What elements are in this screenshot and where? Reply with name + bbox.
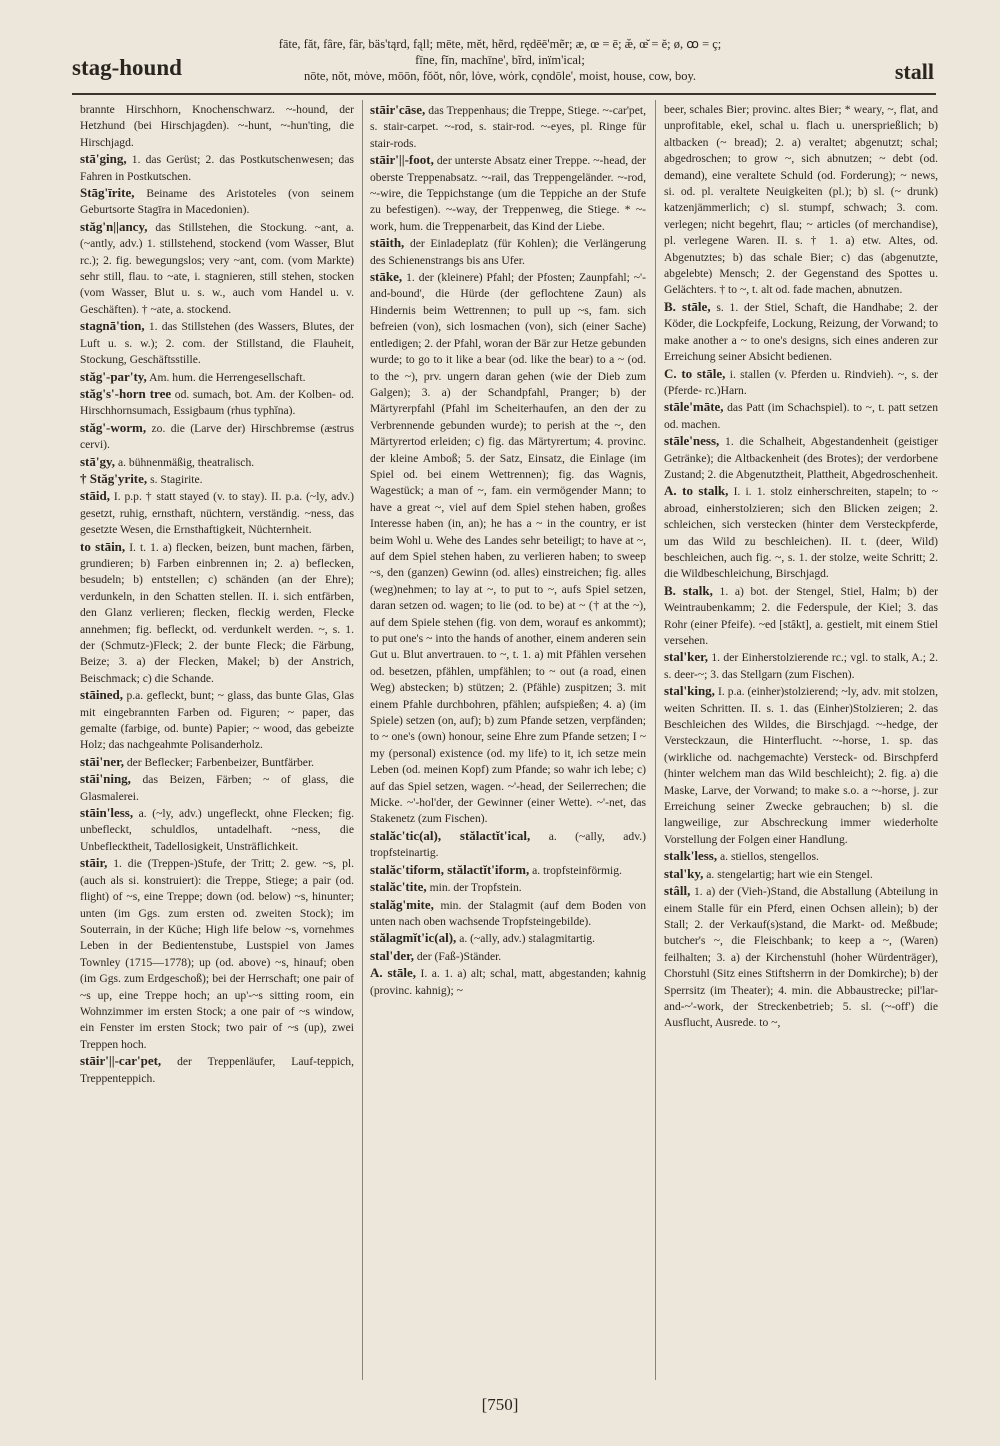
pronunciation-key-line: nōte, nŏt, mȯve, mōōn, fŏŏt, nôr, lȯve, wȯrk, cǫndōle', moist, house, cow, boy. — [303, 69, 697, 83]
entry-definition: a. stengelartig; hart wie ein Stengel. — [706, 867, 873, 881]
entry-headword: stalăc'tite, — [370, 879, 427, 895]
dictionary-entry — [80, 471, 354, 488]
dictionary-entry — [370, 948, 646, 965]
pronunciation-key-line: fāte, făt, fâre, fär, bäs'tąrd, fąll; mēte, mĕt, hẽrd, rędēē'mẽr; æ, œ = ē; æ̆, œ̆ = ĕ; ø, ꝏ = ç; — [278, 37, 722, 51]
entry-headword: stāir, — [80, 855, 108, 871]
dictionary-entry — [370, 152, 646, 235]
entry-definition: I. a. 1. a) alt; schal, matt, abgestanden; kahnig (provinc. kahnig); ~ — [370, 967, 646, 997]
header-rule — [72, 93, 936, 95]
entry-definition: od. sumach, bot. Am. der Kolben- od. Hirschhornsumach, Essigbaum (rhus typhĭna). — [80, 387, 354, 418]
entry-definition: a. tropfsteinförmig. — [532, 863, 622, 877]
entry-definition: 1. die (Treppen-)Stufe, der Tritt; 2. gew. ~s, pl. (auch als si. konstruiert): die Treppe, Stiege; a pair (od. flight) of ~s, eine Treppe; down (od. below) ~s, hinunter; unten (im Ggs. zum ersten od. zweiten Stock); im Souterrain, in der Küche; High life below ~s, vornehmes Leben in der Bedientenstube, Lustspiel von James Townley (1715—1778); up (od. above) ~s, hinauf; oben (im Ggs. zum Erdgeschoß); bei der Herrschaft; one pair of ~s up, eine Treppe hoch; an up'-~s sitting room, ein Wohnzimmer im ersten Stock; a one pair of ~s window, ein Fenster im ersten Stock; two pair of ~s (up), zwei Treppen hoch. — [80, 857, 354, 1051]
entry-definition: I. p.p. † statt stayed (v. to stay). II. p.a. (~ly, adv.) gesetzt, ruhig, ernsthaft, nüchtern, verständig. ~ness, das gesetzte Wesen, die Ernsthaftigkeit, Nüchternheit. — [80, 490, 354, 537]
entry-headword: stāid, — [80, 488, 110, 504]
entry-headword: C. to stāle, — [664, 365, 726, 381]
entry-definition: a. (~ly, adv.) ungefleckt, ohne Flecken; fig. unbefleckt, schuldlos, untadelhaft. ~ness, die Unbeflecktheit, Tadellosigkeit, Unsträflichkeit. — [80, 807, 354, 853]
entry-definition: der Treppenläufer, Lauf-teppich, Treppenteppich. — [80, 1055, 354, 1085]
dictionary-entry — [80, 488, 354, 538]
dictionary-entry — [80, 539, 354, 688]
dictionary-entry — [80, 855, 354, 1053]
entry-headword: stal'ky, — [664, 865, 704, 881]
entry-headword: A. stāle, — [370, 965, 416, 981]
entry-definition: a. stiellos, stengellos. — [720, 850, 819, 864]
entry-headword: stalăc'tic(al), stălactĭt'ical, — [370, 827, 531, 843]
column-divider — [655, 100, 656, 1380]
entry-definition: min. der Stalagmit (auf dem Boden von unten nach oben wachsende Tropfsteingebilde). — [370, 898, 646, 928]
entry-headword: stâll, — [664, 883, 691, 899]
entry-definition: das Beizen, Färben; ~ of glass, die Glasmalerei. — [80, 773, 354, 803]
entry-definition: I. p.a. (einher)stolzierend; ~ly, adv. mit stolzen, weiten Schritten. II. s. 1. das (Einher)Stolzieren; 2. das Beschleichen des Wildes, die Birschjagd. ~-hedge, der Versteckzaun, die Hinterflucht. ~-horse, 1. sp. das (wirkliche od. nachgemachte) Versteck- od. Birschpferd (hinter welchem man das Wild beschleicht); 2. fig. a) die Maske, Larve, der Vorwand; to make s.o. a ~-horse, j. zur Erreichung seiner Zwecke gebrauchen; b) sl. die langweilige, zur Abschreckung immer wiederholte Vorstellung der Folgen einer Handlung. — [664, 685, 938, 846]
dictionary-entry — [80, 805, 354, 855]
dictionary-entry — [80, 102, 354, 151]
entry-definition: das Patt (im Schachspiel). to ~, t. patt setzen od. machen. — [664, 401, 938, 431]
dictionary-entry — [80, 386, 354, 420]
entry-headword: stagnā'tion, — [80, 318, 145, 334]
entry-definition: 1. a) der (Vieh-)Stand, die Abstallung (Abteilung in einem Stalle für ein Pferd, einen Ochsen allein); b) der Stall; 2. der Verkauf(s)stand, die Markt- od. Meßbude; butcher's ~, die Fleischbank; to keep a ~, (Waren) feilhalten; 3. a) der Kirchenstuhl (hoher Würdenträger), Chorstuhl (Sitz eines Stiftsherrn in der Domkirche); b) der Sperrsitz (im Theater); 4. min. die Abbaustrecke; pil'lar-and-~'-work, der Streckenbetrieb; 5. sl. (~-off') die Ausflucht, Ausrede. to ~, — [664, 885, 938, 1030]
dictionary-entry — [370, 897, 646, 931]
dictionary-entry — [664, 649, 938, 683]
dictionary-entry — [80, 318, 354, 368]
entry-definition: min. der Tropfstein. — [429, 881, 522, 895]
pronunciation-key — [205, 36, 795, 84]
entry-definition: das Stillstehen, die Stockung. ~ant, a. (~antly, adv.) 1. stillstehend, stockend (vom Wasser, Blut rc.); 2. fig. bewegungslos; very ~ant, com. (vom Markte) sehr still, flau. to ~ate, i. stagnieren, still stehen, stocken (vom Wasser, Blut u. s. w., auch vom Handel u. v. Geschäften). † ~ate, a. stockend. — [80, 220, 354, 316]
entry-definition: Beiname des Aristoteles (von seinem Geburtsorte Stagīra in Macedonien). — [80, 187, 354, 217]
entry-headword: stāir'||-car'pet, — [80, 1053, 162, 1069]
entry-headword: stāith, — [370, 235, 405, 251]
dictionary-entry — [664, 399, 938, 433]
dictionary-entry — [80, 454, 354, 471]
pronunciation-key-line: fīne, fĭn, machīne', bĩrd, inïm'ical; — [415, 53, 585, 67]
entry-headword: Stāg'īrite, — [80, 185, 135, 201]
dictionary-entry — [80, 1053, 354, 1087]
dictionary-entry — [370, 269, 646, 828]
entry-headword: stāir'||-foot, — [370, 152, 434, 168]
dictionary-entry — [664, 683, 938, 848]
dictionary-entry — [370, 879, 646, 896]
entry-definition: zo. die (Larve der) Hirschbremse (æstrus cervi). — [80, 421, 354, 452]
dictionary-entry — [80, 185, 354, 219]
dictionary-entry — [664, 866, 938, 883]
column-right — [664, 102, 938, 1392]
dictionary-entry — [80, 420, 354, 454]
entry-definition: a. (~ally, adv.) tropfsteinartig. — [370, 829, 646, 860]
entry-definition: 1. der (kleinere) Pfahl; der Pfosten; Zaunpfahl; ~'-and-bound', die Hürde (der geflochtene Zaun) als Hindernis beim Wettrennen; to pull up ~s, fam. sich befreien (von), sich losmachen (von), sich (einer Sache) entledigen; 2. der Pfahl, woran der Bär zur Hetze gebunden wurde; to go to it like a bear (od. like the bear) to a ~ (od. to the ~), prv. ungern daran gehen (wie der Dieb zum Galgen); 3. a) der Schandpfahl, Pranger; b) der Märtyrerpfahl (Pfahl im Scheiterhaufen, an den der zu Verbrennende gebunden wurde); to perish at the ~, den Märtyrertod erleiden; c) fig. das Märtyrertum; 4. provinc. der kleine Amboß; 5. der Satz, Einsatz, die Einlage (im Spiel od. bei einem Wettrennen); fig. das Wagnis, Wagestück; a man of ~, fam. ein vermögender Mann; to have a great ~, viel auf dem Spiel stehen haben, großes Interesse haben (in, an); he has a ~ in the country, er ist beim Wohl u. Wehe des Landes sehr beteiligt; to have at ~, auf dem Spiel stehen haben, zu verlieren haben; to sweep ~s, den (ganzen) Gewinn (od. alles) einstreichen; fig. alles (weg)nehmen; to lay at ~, to put to ~, aufs Spiel setzen, daran setzen od. wagen; to lie (od. to be) at ~ († at the ~), auf dem Spiele stehen (fig. von dem, worauf es ankommt); to put one's ~ into the hands of another, einem anderen sein Gut u. Blut anvertrauen. to ~, t. 1. a) mit Pfählen versehen od. besetzen, pfählen, umpfählen; to ~ out (a road, einen Weg) abstecken; b) stützen; 2. (Pfähle) zuspitzen; 3. mit einem Pfahle durchbohren, pfählen; aufspießen; 4. a) (im Spiele) setzen (on, auf); b) zum Pfande setzen, verpfänden; to ~ one's (own) honour, seine Ehre zum Pfande setzen; I ~ my (personal) existence (od. my life) to it, ich setze mein Leben (od. meinen Kopf) zum Pfande; so wahr ich lebe; c) auf das Spiel setzen, wagen. ~'-head, der Seilerrechen; die Micke. ~'-hol'der, der Gewinner (einer Wette). ~'-net, das Stakenetz (zum Fischen). — [370, 271, 646, 826]
column-left — [80, 102, 354, 1392]
entry-definition: der Beflecker; Farbenbeizer, Buntfärber. — [126, 755, 315, 769]
dictionary-entry — [370, 965, 646, 999]
entry-headword: stal'der, — [370, 947, 414, 963]
entry-definition: beer, schales Bier; provinc. altes Bier; * weary, ~, flat, and unprofitable, ekel, schal u. flach u. unersprießlich; b) altbacken (~ bread); 2. a) veraltet; abgenutzt; schal; abgedroschen; to grow ~, sich abnutzen; ~ debt (od. demand), eine veraltete Schuld (od. Forderung); ~ news, si. od. pl. veraltete Neuigkeiten (pl.); b) sl. (~ drunk) katzenjämmerlich; c) sl. stumpf, schwach; 3. com. verlegen; nicht begehrt, flau; ~ articles (of merchandise), pl. verlegene Waren. II. s. † 1. a) etw. Altes, od. Abgenutztes; b) das schale Bier; c) das (abgenutzte, abgelebte) Mensch; 2. der Gegenstand des Spottes u. Gelächters. † to ~, t. alt od. fade machen, abnutzen. — [664, 103, 938, 297]
entry-definition: der Einladeplatz (für Kohlen); die Verlängerung des Schienenstrangs bis ans Ufer. — [370, 237, 646, 267]
dictionary-entry — [80, 771, 354, 805]
entry-headword: stāined, — [80, 687, 123, 703]
entry-definition: p.a. gefleckt, bunt; ~ glass, das bunte Glas, Glas mit eingebrannten Farben od. Figuren; ~ paper, das gemalte (farbige, od. bunte) Papier; ~ wood, das gebeizte Holz; das nachgeahmte Polisanderholz. — [80, 689, 354, 752]
dictionary-entry — [664, 433, 938, 483]
entry-headword: stāi'ner, — [80, 753, 124, 769]
running-head-right: stall — [894, 59, 934, 84]
entry-definition: i. stallen (v. Pferden u. Rindvieh). ~, s. der (Pferde- rc.)Harn. — [664, 367, 938, 397]
dictionary-entry — [664, 848, 938, 865]
entry-definition: s. 1. der Stiel, Schaft, die Handhabe; 2. der Köder, die Lockpfeife, Lockung, Reizung, der Vorwand; to make another a ~ to one's designs, sich eines anderen zur Erreichung seiner Absicht bedienen. — [664, 300, 938, 364]
page-number: [750] — [481, 1395, 519, 1414]
dictionary-entry — [80, 151, 354, 185]
entry-headword: B. stāle, — [664, 298, 711, 314]
entry-definition: 1. die Schalheit, Abgestandenheit (geistiger Getränke); die Altbackenheit (des Brotes); der verdorbene Zustand; 2. die Abgenutztheit, Plattheit, Abgedroschenheit. — [664, 435, 938, 481]
entry-definition: a. (~ally, adv.) stalagmitartig. — [459, 932, 595, 946]
dictionary-entry — [80, 219, 354, 318]
entry-definition: s. Stagirite. — [150, 472, 203, 486]
entry-headword: stāle'māte, — [664, 399, 724, 415]
entry-definition: a. bühnenmäßig, theatralisch. — [117, 455, 255, 469]
entry-definition: das Treppenhaus; die Treppe, Stiege. ~-car'pet, s. stair-carpet. ~-rod, s. stair-rod. ~-eyes, pl. Ringe für stair-rods. — [370, 104, 646, 150]
dictionary-entry — [370, 102, 646, 152]
entry-definition: brannte Hirschhorn, Knochenschwarz. ~-hound, der Hetzhund (bei Hirschjagden). ~-hunt, ~-hun'ting, die Hirschjagd. — [80, 103, 354, 149]
dictionary-entry — [370, 930, 646, 947]
entry-headword: stāir'cāse, — [370, 102, 426, 117]
entry-definition: Am. hum. die Herrengesellschaft. — [149, 370, 306, 384]
dictionary-entry — [370, 828, 646, 862]
dictionary-entry — [80, 754, 354, 771]
entry-definition: 1. das Gerüst; 2. das Postkutschenwesen; das Fahren in Postkutschen. — [80, 153, 354, 183]
entry-headword: stalk'less, — [664, 848, 718, 864]
entry-headword: stāi'ning, — [80, 771, 131, 787]
entry-headword: stăg's'-horn tree — [80, 385, 172, 401]
dictionary-entry — [664, 299, 938, 366]
dictionary-entry — [664, 483, 938, 582]
entry-headword: stal'ker, — [664, 649, 708, 665]
entry-headword: stăg'-worm, — [80, 419, 147, 435]
entry-headword: to stāin, — [80, 538, 126, 554]
dictionary-entry — [80, 369, 354, 386]
entry-headword: B. stalk, — [664, 582, 713, 598]
entry-headword: A. to stalk, — [664, 483, 729, 499]
entry-headword: stăg'-par'ty, — [80, 368, 147, 384]
entry-definition: I. t. 1. a) flecken, beizen, bunt machen, färben, grundieren; b) Farben einbrennen in; 2. a) beflecken, besudeln; b) entstellen; c) schänden (an der Ehre); verdunkeln, in den Schatten stellen. II. i. sich entfärben, den Glanz verlieren; flecken, fleckig werden, Flecke annehmen; fig. befleckt, od. verdunkelt werden. ~, s. 1. der (Schmutz-)Fleck; 2. der bunte Fleck; die Färbung, Beize; 3. a) der Flecken, Makel; b) der Anstrich, Beischmack; c) die Schande. — [80, 540, 354, 685]
entry-headword: stā'ging, — [80, 151, 127, 167]
entry-definition: 1. das Stillstehen (des Wassers, Blutes, der Luft u. s. w.); 2. com. der Stillstand, die Flauheit, Stockung, Geschäftsstille. — [80, 320, 354, 367]
entry-definition: der unterste Absatz einer Treppe. ~-head, der oberste Treppenabsatz. ~-rail, das Treppengeländer. ~-rod, ~-wire, die Teppichstange (um die Teppiche an der Stufe zu befestigen). ~-way, der Treppenweg, die Stiege. * ~-work, hum. die Treppenarbeit, das Kind der Liebe. — [370, 154, 646, 233]
entry-definition: 1. der Einherstolzierende rc.; vgl. to stalk, A.; 2. s. deer-~; 3. das Stellgarn (zum Fischen). — [664, 651, 938, 681]
dictionary-entry — [80, 687, 354, 754]
entry-headword: stalăc'tiform, stălactĭt'iform, — [370, 861, 530, 877]
dictionary-entry — [664, 583, 938, 650]
entry-headword: stāle'ness, — [664, 433, 720, 449]
entry-headword: stalăg'mite, — [370, 896, 434, 912]
dictionary-entry — [664, 366, 938, 400]
dictionary-entry — [664, 883, 938, 1032]
entry-headword: stāke, — [370, 269, 403, 285]
dictionary-entry — [370, 235, 646, 269]
entry-headword: † Stăg'yrite, — [80, 470, 148, 486]
entry-headword: stāin'less, — [80, 805, 134, 821]
entry-headword: stal'king, — [664, 683, 715, 699]
entry-headword: stălagmĭt'ic(al), — [370, 930, 457, 946]
dictionary-entry — [664, 102, 938, 299]
column-middle — [370, 102, 646, 1392]
dictionary-entry — [370, 862, 646, 879]
entry-headword: stā'gy, — [80, 453, 116, 469]
entry-definition: I. i. 1. stolz einherschreiten, stapeln; to ~ abroad, einherstolzieren; sich den Blicken zeigen; 2. schleichen, sich verstecken (hinter dem Versteckpferde, um das Wild zu beschleichen). II. t. (deer, Wild) beschleichen, auch fig. ~, s. 1. der stolze, weite Schritt; 2. die Wildbeschleichung, Birschjagd. — [664, 485, 938, 581]
running-head-left: stag-hound — [72, 55, 182, 80]
entry-definition: 1. a) bot. der Stengel, Stiel, Halm; b) der Weintraubenkamm; 2. die Federspule, der Kiel; 3. das Rohr (einer Pfeife). ~ed [stâkt], a. gestielt, mit einem Stiel versehen. — [664, 584, 938, 647]
entry-definition: der (Faß-)Ständer. — [416, 949, 502, 963]
entry-headword: stăg'n||ancy, — [80, 218, 148, 234]
column-divider — [362, 100, 363, 1380]
